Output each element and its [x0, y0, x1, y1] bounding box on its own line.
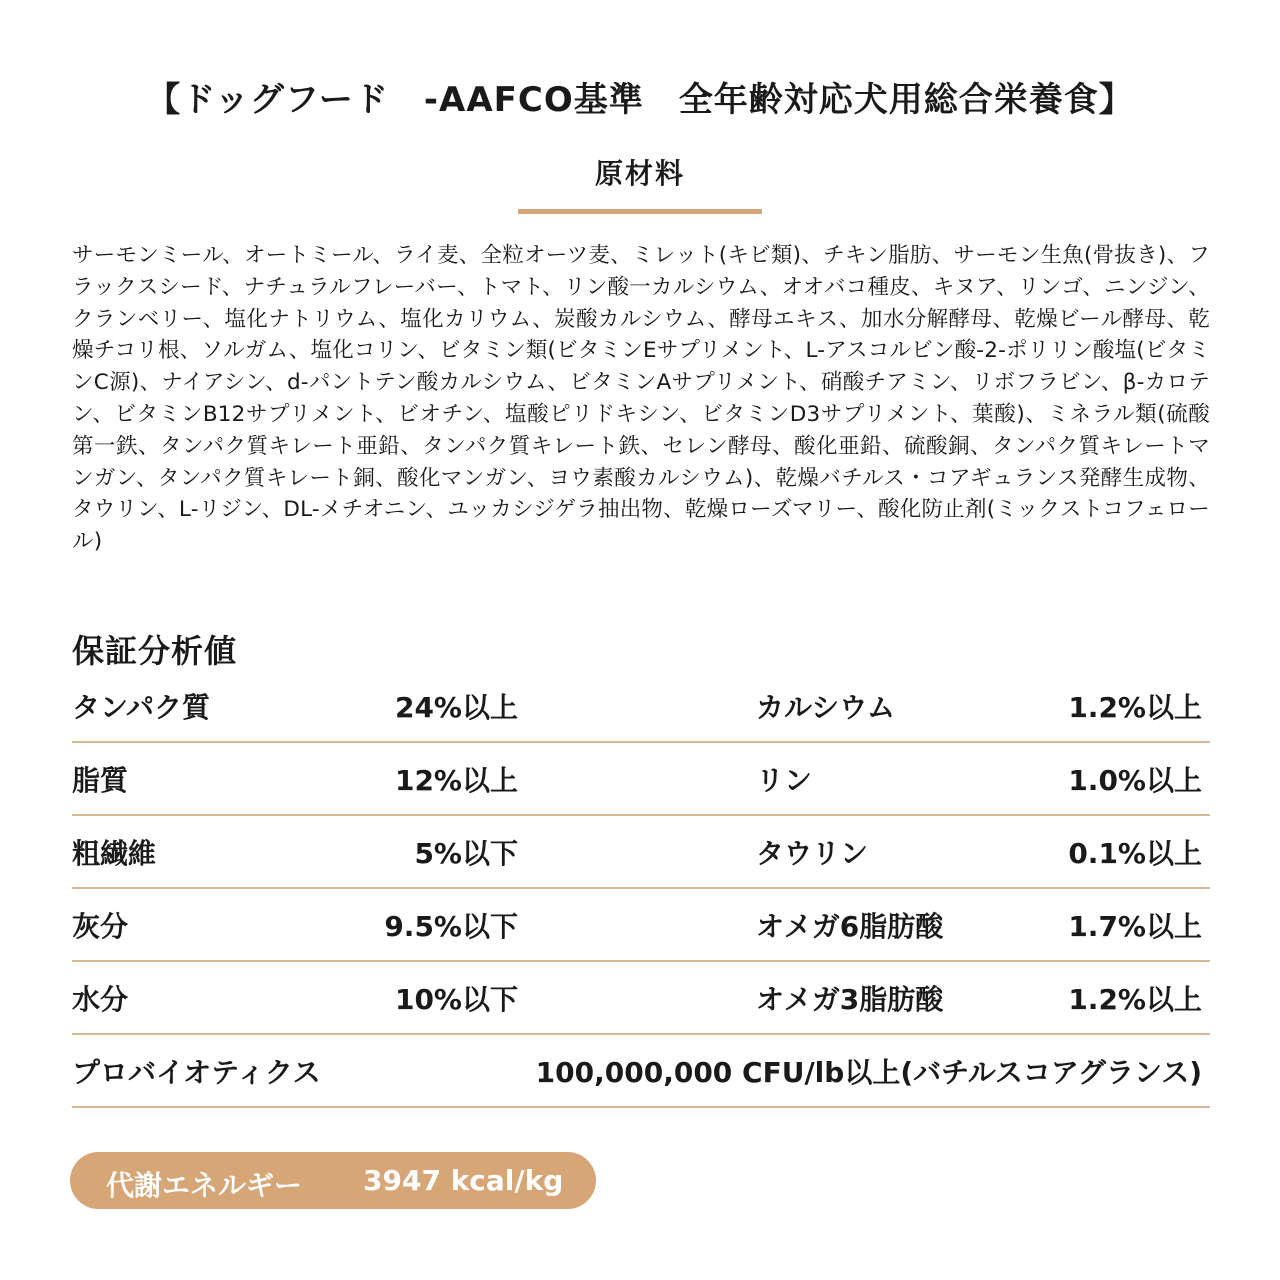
ingredients-heading: 原材料: [594, 157, 685, 190]
nutrient-value: 12%以上: [394, 764, 518, 797]
analysis-row: [72, 670, 1210, 743]
nutrient-name: 脂質: [72, 764, 129, 797]
nutrient-name: カルシウム: [756, 691, 896, 724]
nutrient-name: タウリン: [756, 837, 869, 870]
nutrient-name: 水分: [72, 983, 129, 1016]
nutrient-name: 灰分: [72, 910, 129, 943]
analysis-heading: 保証分析値: [72, 632, 238, 670]
analysis-row: [72, 816, 1210, 889]
energy-label: 代謝エネルギー: [106, 1169, 303, 1202]
nutrient-name: タンパク質: [72, 691, 211, 724]
heading-underline: [518, 209, 762, 214]
analysis-row: [72, 889, 1210, 962]
nutrient-value: 9.5%以下: [384, 910, 518, 943]
probiotics-name: プロバイオティクス: [72, 1056, 321, 1089]
nutrient-value: 10%以下: [394, 983, 518, 1016]
probiotics-row: [72, 1035, 1210, 1108]
nutrient-value: 24%以上: [394, 691, 518, 724]
analysis-row: [72, 962, 1210, 1035]
analysis-row: [72, 743, 1210, 816]
nutrient-value: 1.2%以上: [1068, 691, 1202, 724]
nutrient-value: 5%以下: [414, 837, 518, 870]
energy-value: 3947 kcal/kg: [363, 1164, 564, 1197]
nutrient-value: 0.1%以上: [1068, 837, 1202, 870]
nutrient-value: 1.2%以上: [1068, 983, 1202, 1016]
energy-badge: [70, 1152, 596, 1209]
ingredients-text: サーモンミール、オートミール、ライ麦、全粒オーツ麦、ミレット(キビ類)、チキン脂肪、サーモン生魚(骨抜き)、フラックスシード、ナチュラルフレーバー、トマト、リン酸一カルシウム、オオバコ種皮、キヌア、リンゴ、ニンジン、クランベリー、塩化ナトリウム、塩化カリウム、炭酸カルシウム、酵母エキス、加水分解酵母、乾燥ビール酵母、乾燥チコリ根、ソルガム、塩化コリン、ビタミン類(ビタミンEサプリメント、L-アスコルビン酸-2-ポリリン酸塩(ビタミンC源)、ナイアシン、d-パントテン酸カルシウム、ビタミンAサプリメント、硝酸チアミン、リボフラビン、β-カロテン、ビタミンB12サプリメント、ビオチン、塩酸ピリドキシン、ビタミンD3サプリメント、葉酸)、ミネラル類(硫酸第一鉄、タンパク質キレート亜鉛、タンパク質キレート鉄、セレン酵母、酸化亜鉛、硫酸銅、タンパク質キレートマンガン、タンパク質キレート銅、酸化マンガン、ヨウ素酸カルシウム)、乾燥バチルス・コアギュランス発酵生成物、タウリン、L-リジン、DL-メチオニン、ユッカシジゲラ抽出物、乾燥ローズマリー、酸化防止剤(ミックストコフェロール): [72, 243, 1210, 555]
nutrient-name: オメガ3脂肪酸: [756, 983, 944, 1016]
nutrient-name: オメガ6脂肪酸: [756, 910, 944, 943]
page-title: 【ドッグフード -AAFCO基準 全年齢対応犬用総合栄養食】: [146, 80, 1134, 120]
nutrient-name: リン: [756, 764, 813, 797]
probiotics-value: 100,000,000 CFU/lb以上(バチルスコアグランス): [535, 1056, 1202, 1089]
nutrient-name: 粗繊維: [72, 837, 157, 870]
nutrient-value: 1.0%以上: [1068, 764, 1202, 797]
nutrient-value: 1.7%以上: [1068, 910, 1202, 943]
